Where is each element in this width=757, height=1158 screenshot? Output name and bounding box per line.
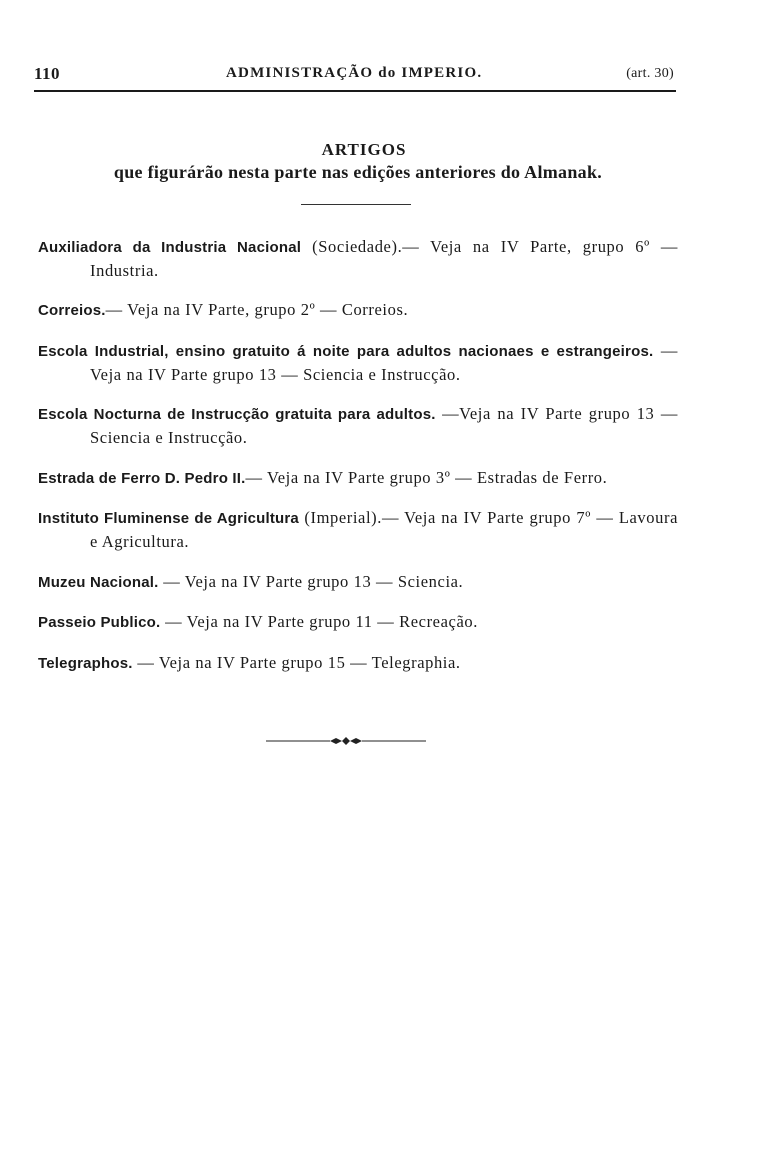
entry-name: Escola Industrial, ensino gratuito á noite para adultos nacionaes e estrangeiros.: [38, 342, 654, 360]
running-title: ADMINISTRAÇÃO do IMPERIO.: [226, 65, 483, 81]
entry-name: Escola Nocturna de Instrucção gratuita para adultos.: [38, 406, 436, 423]
entry-escola-industrial: [38, 339, 678, 386]
entry-reference: (Imperial).— Veja na IV Parte grupo 7º — Lavoura e Agricultura.: [90, 508, 678, 551]
entry-name: Auxiliadora da Industria Nacional: [38, 238, 302, 256]
entry-name: Telegraphos.: [38, 654, 133, 672]
entry-reference: — Veja na IV Parte grupo 13 — Sciencia e Instrucção.: [90, 340, 679, 384]
entry-reference: — Veja na IV Parte grupo 11 — Recreação.: [160, 612, 478, 631]
page-number: 110: [34, 64, 61, 83]
entry-list: [38, 218, 678, 689]
entry-reference: (Sociedade).— Veja na IV Parte, grupo 6º — Industria.: [90, 236, 679, 280]
entry-telegraphos: [38, 651, 678, 675]
entry-name: Passeio Publico.: [38, 614, 161, 631]
entry-name: Correios.: [38, 302, 106, 319]
entry-auxiliadora: [38, 235, 678, 282]
entry-passeio-publico: [38, 610, 678, 634]
entry-correios: [38, 298, 678, 322]
entry-escola-nocturna: [38, 402, 678, 449]
title-rule: [301, 204, 411, 205]
header-rule: [34, 90, 676, 92]
entry-name: Instituto Fluminense de Agricultura: [38, 510, 299, 527]
running-header: [34, 64, 674, 88]
entry-reference: — Veja na IV Parte, grupo 2º — Correios.: [105, 300, 409, 319]
entry-name: Muzeu Nacional.: [38, 573, 159, 591]
entry-estrada-de-ferro: [38, 466, 678, 490]
entry-instituto-fluminense: [38, 506, 678, 553]
section-heading: ARTIGOS: [321, 140, 407, 159]
entry-reference: — Veja na IV Parte grupo 3º — Estradas de Ferro.: [245, 467, 608, 487]
entry-reference: — Veja na IV Parte grupo 15 — Telegraphia.: [132, 652, 461, 672]
entry-name: Estrada de Ferro D. Pedro II.: [38, 469, 246, 487]
entry-reference: —Veja na IV Parte grupo 13 — Sciencia e Instrucção.: [90, 404, 678, 447]
article-reference: (art. 30): [626, 66, 674, 81]
entry-muzeu-nacional: [38, 570, 678, 594]
section-subheading: que figurárão nesta parte nas edições anteriores do Almanak.: [113, 162, 603, 182]
end-ornament: [266, 735, 426, 747]
entry-reference: — Veja na IV Parte grupo 13 — Sciencia.: [158, 571, 464, 591]
